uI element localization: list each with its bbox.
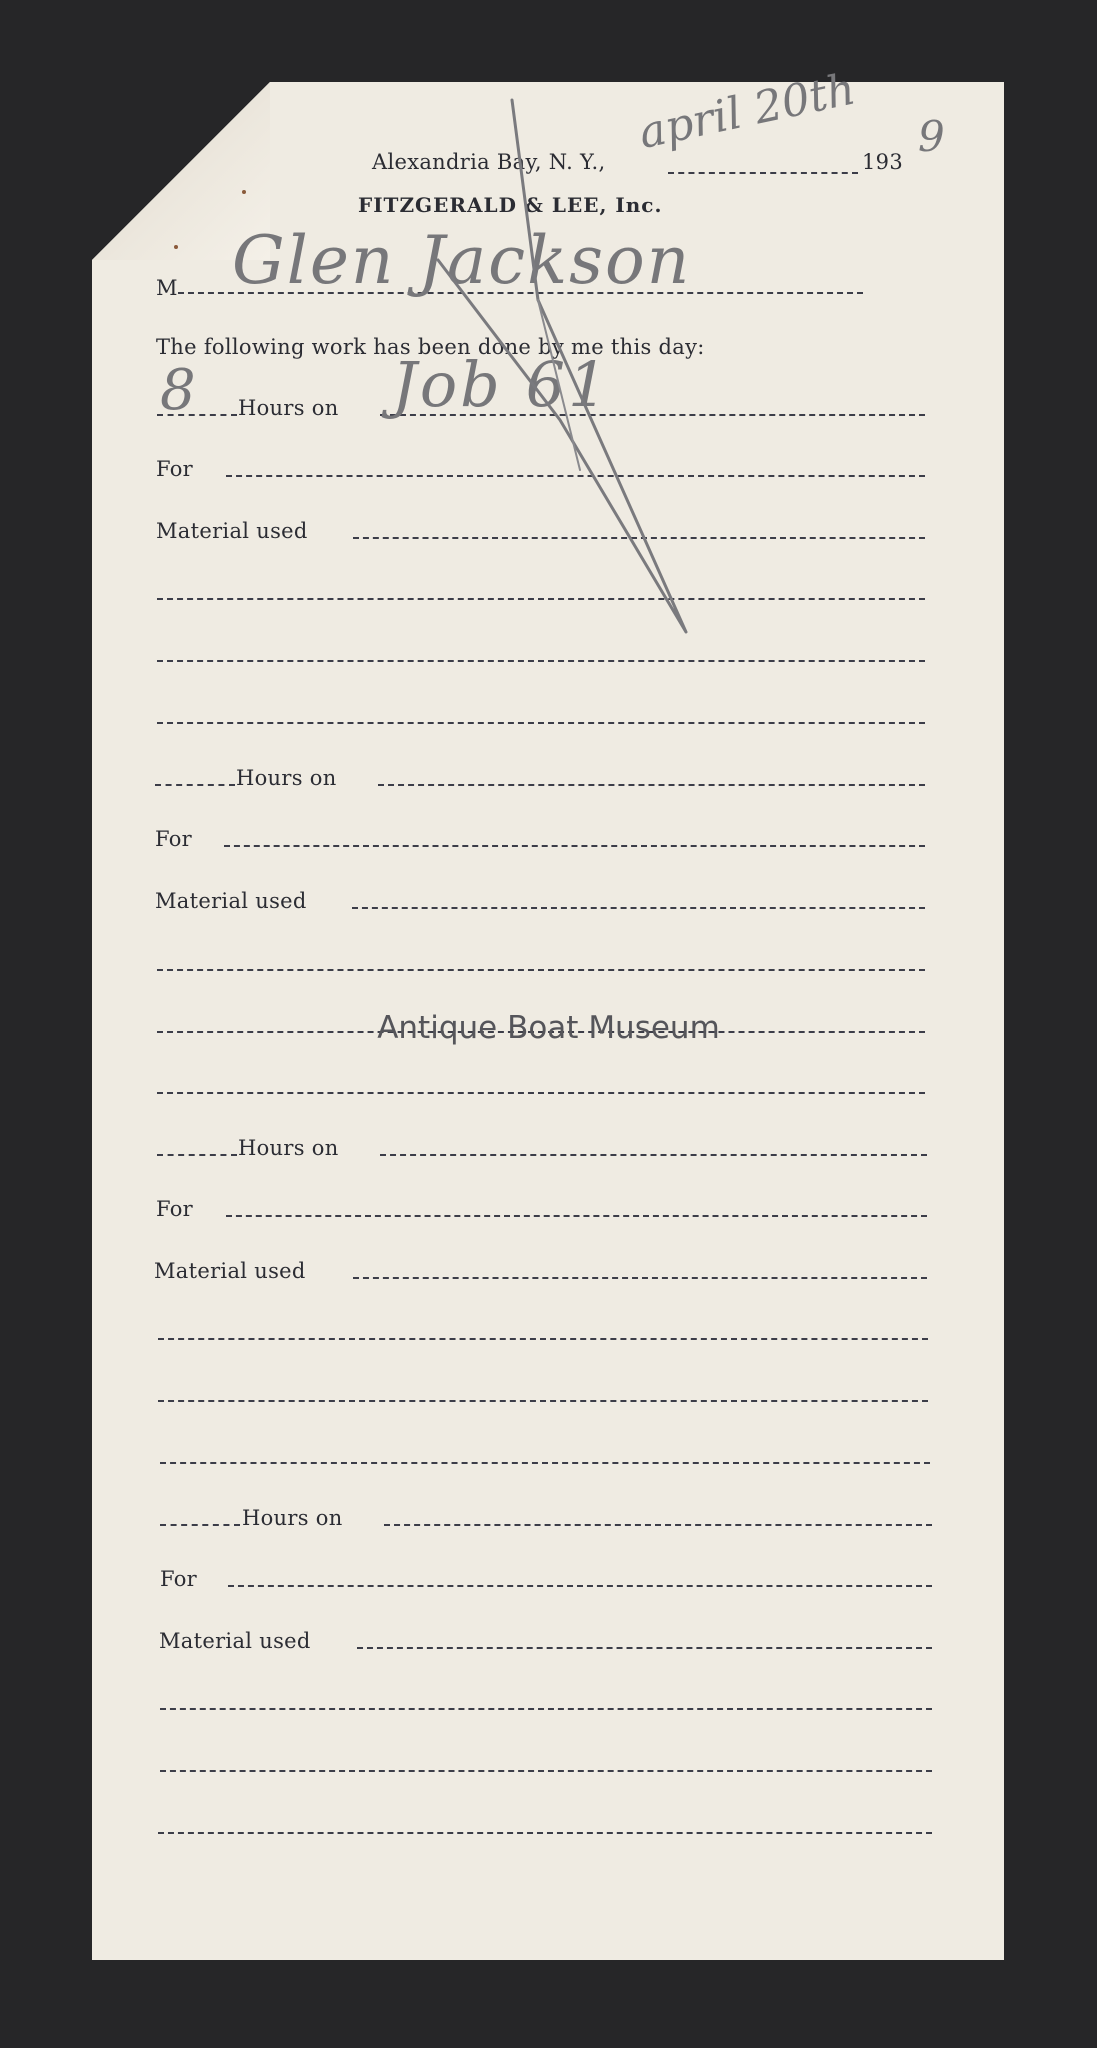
hours-label: Hours on bbox=[236, 766, 337, 790]
material-label: Material used bbox=[159, 1629, 311, 1653]
handwritten-year-digit: 9 bbox=[918, 112, 945, 161]
handwritten-name: Glen Jackson bbox=[232, 222, 692, 299]
material-label: Material used bbox=[155, 889, 307, 913]
intro-text: The following work has been done by me this day: bbox=[156, 335, 705, 359]
handwritten-date: april 20th bbox=[634, 63, 860, 160]
hours-label: Hours on bbox=[238, 1136, 339, 1160]
for-label: For bbox=[156, 457, 194, 481]
year-prefix: 193 bbox=[862, 150, 903, 174]
for-label: For bbox=[160, 1567, 198, 1591]
museum-watermark: Antique Boat Museum bbox=[377, 1010, 720, 1046]
company-name: FITZGERALD & LEE, Inc. bbox=[358, 193, 663, 217]
material-label: Material used bbox=[156, 519, 308, 543]
hours-label: Hours on bbox=[238, 396, 339, 420]
for-label: For bbox=[155, 827, 193, 851]
hours-label: Hours on bbox=[242, 1506, 343, 1530]
for-label: For bbox=[156, 1197, 194, 1221]
location-label: Alexandria Bay, N. Y., bbox=[372, 150, 606, 174]
material-label: Material used bbox=[154, 1259, 306, 1283]
handwritten-hours: 8 bbox=[160, 358, 196, 423]
handwritten-job: Job 61 bbox=[392, 348, 611, 421]
m-label: M bbox=[156, 276, 178, 300]
